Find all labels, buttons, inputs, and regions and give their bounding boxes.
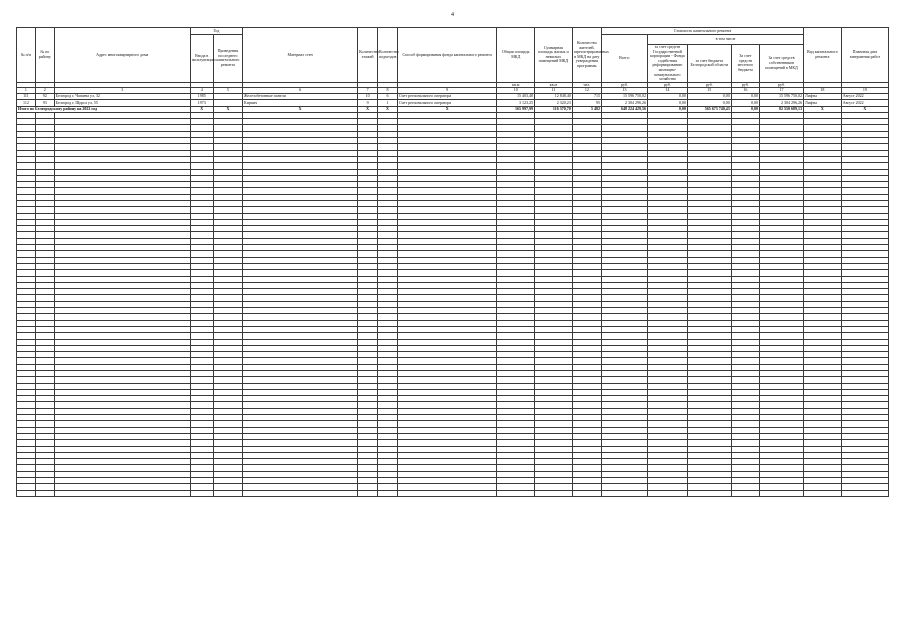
cell-wall: Железобетонные панели [243,93,358,99]
header-number-14: 14 [648,88,688,94]
cell-type [804,490,842,496]
header-number-16: 16 [731,88,759,94]
cell-fl [358,490,378,496]
header-unit-16: руб. [731,82,759,88]
cell-addr: Белгород г, Щорса ул, 55 [54,100,190,106]
header-unit-17: руб. [760,82,804,88]
cell-mun: 0,00 [731,93,759,99]
cell-n: 112 [17,100,36,106]
cell-mun [731,490,759,496]
header-number-8: 8 [378,88,398,94]
header-col-5: Проведения последнего капитального ремонта [213,35,242,83]
cell-built: 1985 [190,93,213,99]
header-cost-group: Стоимость капитального ремонта [602,28,804,35]
header-number-19: 19 [841,88,888,94]
cell-mun: 0,00 [731,100,759,106]
header-col-18: Вид капитального ремонта [804,28,842,83]
cell-fl: 9 [358,100,378,106]
cell-date [841,490,888,496]
cell-ent: 6 [378,93,398,99]
cell-area: 15 403,48 [497,93,535,99]
cell-res: 5 482 [572,106,601,112]
cell-addr [54,490,190,496]
cell-fkr: 0,00 [648,106,688,112]
header-number-13: 13 [602,88,648,94]
header-col-9: Способ формирования фонда капитального ремонта [397,28,496,83]
header-col-3: Адрес многоквартирного дома [54,28,190,83]
cell-total: 15 596 750,02 [602,93,648,99]
header-col-1: № п/п [17,28,36,83]
cell-ent [378,490,398,496]
cell-fl: X [358,106,378,112]
cell-fund: Счет регионального оператора [397,100,496,106]
header-unit-12: чел. [572,82,601,88]
cell-total [602,490,648,496]
header-number-1: 1 [17,88,36,94]
cell-fund [397,490,496,496]
cell-own: 2 304 296,26 [760,100,804,106]
cell-reg: 0,00 [687,93,731,99]
cell-n: 111 [17,93,36,99]
table-body [17,93,889,496]
cell-k: 93 [35,100,54,106]
cell-own: 82 550 689,13 [760,106,804,112]
cell-type: Лифты [804,100,842,106]
cell-date: Август 2022 [841,100,888,106]
cell-fund: Счет регионального оператора [397,93,496,99]
cell-wall [243,490,358,496]
header-number-12: 12 [572,88,601,94]
cell-reg: 0,00 [687,100,731,106]
cell-total: 2 304 296,26 [602,100,648,106]
cell-liv: 116 370,70 [535,106,573,112]
header-col-2: № по району [35,28,54,83]
header-unit-14: руб. [648,82,688,88]
total-label: Итого по Белгородскому району на 2022 год [17,106,191,112]
cell-liv: 12 848,40 [535,93,573,99]
header-number-10: 10 [497,88,535,94]
capital-repair-table [16,27,889,497]
header-number-5: 5 [213,88,242,94]
header-unit-10: кв.м [497,82,535,88]
header-number-18: 18 [804,88,842,94]
cell-built: X [190,106,213,112]
cell-fkr: 0,00 [648,100,688,106]
header-col-8: Количество подъездов [378,28,398,83]
cell-liv [535,490,573,496]
header-number-9: 9 [397,88,496,94]
header-col-6: Материал стен [243,28,358,83]
cell-own: 15 596 750,02 [760,93,804,99]
cell-area: 3 123,25 [497,100,535,106]
header-number-4: 4 [190,88,213,94]
cell-mun: 0,00 [731,106,759,112]
header-col-19: Плановая дата завершения работ [841,28,888,83]
header-year-group: Год [190,28,242,35]
header-col-13: Всего: [602,35,648,83]
cell-total: 648 224 429,56 [602,106,648,112]
table-header [17,28,889,94]
cell-wall: X [243,106,358,112]
cell-n [17,490,36,496]
cell-area [497,490,535,496]
cell-res: 715 [572,93,601,99]
cell-k: 92 [35,93,54,99]
cell-type: X [804,106,842,112]
header-col-16: За счет средств местного бюджета [731,45,759,83]
header-number-17: 17 [760,88,804,94]
header-col-15: за счет бюджета Белгородской области [687,45,731,83]
cell-ent: X [378,106,398,112]
header-col-4: Ввода в эксплуатацию [190,35,213,83]
cell-reg: 565 673 740,43 [687,106,731,112]
cell-fkr [648,490,688,496]
header-col-12: Количество жителей, зарегистрированных в МКД на дату утверждения программы [572,28,601,83]
header-number-7: 7 [358,88,378,94]
cell-addr: Белгород г, Чапаева ул, 32 [54,93,190,99]
header-col-17: За счет средств собственников помещений в МКД [760,45,804,83]
cell-last: X [213,106,242,112]
cell-built: 1973 [190,100,213,106]
header-cost-subgroup: в том числе [648,35,804,45]
header-col-14: за счет средств Государственной корпорации - Фонда содействия реформированию жилищно-коммунального хозяйства [648,45,688,83]
cell-type: Лифты [804,93,842,99]
header-unit-15: руб. [687,82,731,88]
cell-area: 165 997,99 [497,106,535,112]
cell-res: 95 [572,100,601,106]
cell-liv: 2 320,23 [535,100,573,106]
header-unit-11: кв.м [535,82,573,88]
header-number-3: 3 [54,88,190,94]
header-number-15: 15 [687,88,731,94]
cell-date: X [841,106,888,112]
cell-wall: Кирпич [243,100,358,106]
cell-last [213,490,242,496]
cell-fund: X [397,106,496,112]
header-unit-13: руб. [602,82,648,88]
header-col-7: Количество этажей [358,28,378,83]
header-col-10: Общая площадь МКД [497,28,535,83]
cell-own [760,490,804,496]
cell-reg [687,490,731,496]
header-col-11: Суммарная площадь жилых и нежилых помещений МКД [535,28,573,83]
header-number-2: 2 [35,88,54,94]
cell-fkr: 0,00 [648,93,688,99]
cell-date: Август 2022 [841,93,888,99]
cell-res [572,490,601,496]
cell-ent: 1 [378,100,398,106]
cell-k [35,490,54,496]
table-row [17,490,889,496]
cell-fl: 10 [358,93,378,99]
header-number-6: 6 [243,88,358,94]
header-number-11: 11 [535,88,573,94]
cell-built [190,490,213,496]
page-number: 4 [451,12,454,18]
